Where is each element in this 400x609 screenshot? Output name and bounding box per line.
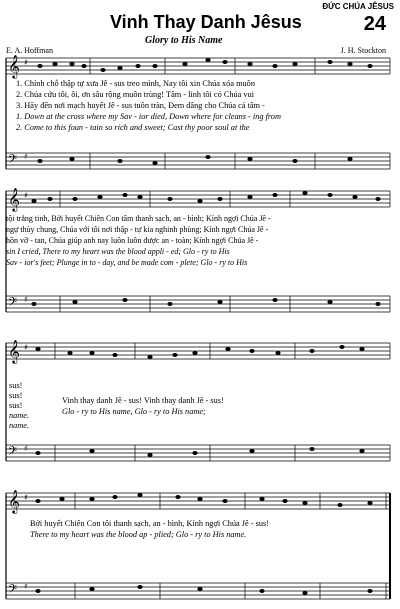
lyricist-credit: E. A. Hoffman xyxy=(6,46,53,55)
verse-en-1-line-1: 1. Down at the cross where my Sav - ior died, Down where for cleans - ing from xyxy=(16,112,281,121)
svg-text:𝄢: 𝄢 xyxy=(8,153,18,169)
svg-text:♯: ♯ xyxy=(24,444,28,453)
svg-text:♯: ♯ xyxy=(24,152,28,161)
final-line-1: Bởi huyết Chiên Con tôi thanh sạch, an - bình, Kính ngợi Chúa Jê - sus! xyxy=(30,519,269,528)
svg-text:𝄢: 𝄢 xyxy=(8,583,18,599)
svg-text:♯: ♯ xyxy=(24,493,28,502)
hymn-number: 24 xyxy=(363,13,386,35)
composer-credit: J. H. Stockton xyxy=(340,46,386,55)
svg-text:𝄞: 𝄞 xyxy=(8,340,20,363)
verse-en-2-line-1: 2. Come to this foun - tain so rich and sweet; Cast thy poor soul at the xyxy=(16,123,250,132)
verse-3-line-1: 3. Hãy đến nơi mạch huyết Jê - sus tuôn tràn, Đem dâng cho Chúa cả tâm - xyxy=(16,101,265,110)
refrain-left-5: name. xyxy=(9,421,30,430)
verse-en-2-line-2: Sav - ior's feet; Plunge in to - day, and be made com - plete; Glo - ry to His xyxy=(6,258,248,267)
refrain-left-4: name. xyxy=(9,411,30,420)
verse-1-line-1: 1. Chính chỗ thập tự xưa Jê - sus treo mình, Nay tôi xin Chúa xóa muôn xyxy=(16,79,255,88)
verse-2-line-1: 2. Chúa cứu tôi, ôi, ơn sâu rộng muôn trùng! Tâm - linh tôi có Chúa vui xyxy=(16,90,255,99)
svg-text:♯: ♯ xyxy=(24,582,28,591)
svg-text:𝄞: 𝄞 xyxy=(8,55,20,78)
svg-text:♯: ♯ xyxy=(24,343,28,352)
svg-text:𝄞: 𝄞 xyxy=(8,188,20,211)
final-line-2: There to my heart was the blood ap - plied; Glo - ry to His name. xyxy=(30,530,247,539)
svg-text:♯: ♯ xyxy=(24,58,28,67)
verse-en-1-line-2: sin I cried, There to my heart was the blood appli - ed; Glo - ry to His xyxy=(6,247,230,256)
svg-text:𝄞: 𝄞 xyxy=(8,490,20,513)
refrain-line-1: Vinh thay danh Jê - sus! Vinh thay danh Jê - sus! xyxy=(62,396,224,405)
refrain-left-2: sus! xyxy=(9,391,23,400)
hymn-title: Vinh Thay Danh Jêsus xyxy=(110,12,302,32)
svg-text:𝄢: 𝄢 xyxy=(8,445,18,461)
svg-text:𝄢: 𝄢 xyxy=(8,296,18,312)
refrain-left-1: sus! xyxy=(9,381,23,390)
verse-1-line-2: tội trắng tinh, Bởi huyết Chiên Con tâm thanh sạch, an - bình; Kính ngợi Chúa Jê - xyxy=(6,214,271,223)
hymn-subtitle: Glory to His Name xyxy=(145,35,223,46)
verse-3-line-2: hồn vỡ - tan, Chúa giúp anh nay luôn luôn được an - toàn; Kính ngợi Chúa Jê - xyxy=(6,236,259,245)
svg-text:♯: ♯ xyxy=(24,295,28,304)
verse-2-line-2: ngự thủy chung, Chúa với tôi nơi thập - tự kia nghinh phùng; Kính ngợi Chúa Jê - xyxy=(6,225,269,234)
refrain-left-3: sus! xyxy=(9,401,23,410)
section-label: ĐỨC CHÚA JÊSUS xyxy=(322,2,394,11)
refrain-line-2: Glo - ry to His name, Glo - ry to His name; xyxy=(62,407,206,416)
music-system-4 xyxy=(0,490,400,609)
svg-text:♯: ♯ xyxy=(24,191,28,200)
